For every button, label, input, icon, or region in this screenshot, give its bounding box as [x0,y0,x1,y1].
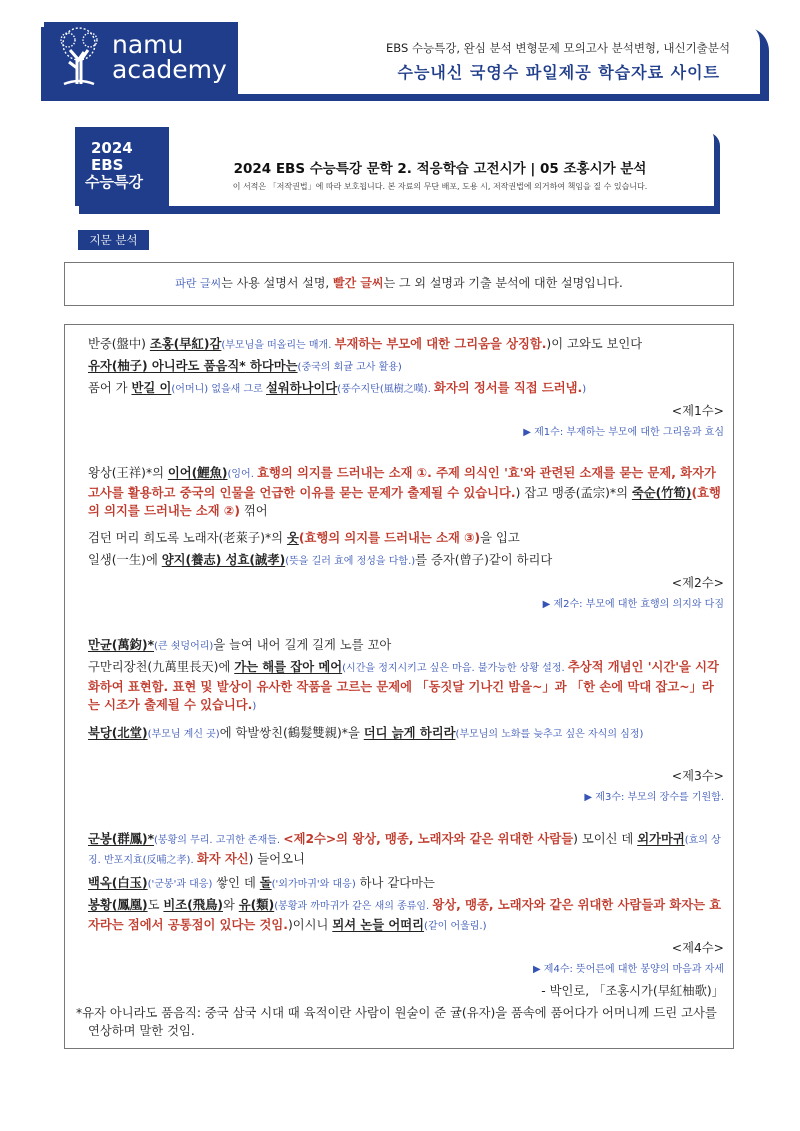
title-badge-text [75,140,169,191]
logo-line1: namu [112,30,184,59]
verse2-line3: 일생(一生)에 양지(養志) 성효(誠孝)(뜻을 길러 효에 정성을 다함.)를 증자(曾子)같이 하리다 [88,553,553,567]
verse4-summary: ▶ 제4수: 뜻어른에 대한 봉양의 마음과 자세 [532,964,724,975]
verse1-summary: ▶ 제1수: 부재하는 부모에 대한 그리움과 효심 [523,427,724,438]
verse3-line2: 구만리장천(九萬里長天)에 가는 해를 잡아 메어(시간을 정지시키고 싶은 마음. 불가능한 상황 설정. 추상적 개념인 '시간'을 시각화하여 표현함. 표현 및 발상이 유사한 작품을 고르는 문제에 「동짓달 기나긴 밤을~」과 「한 손에 막대 잡고~」라는 시조가 출제될 수 있습니다.) [88,660,719,712]
footnote: *유자 아니라도 품음직: 중국 삼국 시대 때 육적이란 사람이 원술이 준 귤(유자)을 품속에 품어다가 어머니께 드린 고사를 연상하며 말한 것임. [76,1006,717,1038]
logo-wordmark [112,32,227,82]
legend-notice [64,262,734,306]
verse3-summary: ▶ 제3수: 부모의 장수를 기원함. [584,792,724,803]
badge-series: 수능특강 [85,173,143,191]
verse4-line2: 백옥(白玉)('군봉'과 대응) 쌓인 데 돌('외가마귀'와 대응) 하나 같다마는 [88,876,435,890]
header-tagline2: 수능내신 국영수 파일제공 학습자료 사이트 [397,63,720,82]
copyright-notice: 이 서적은 「저작권법」에 따라 보호됩니다. 본 자료의 무단 배포, 도용 시, 저작권법에 의거하여 책임을 질 수 있습니다. [232,182,648,191]
legend-text1: 는 사용 설명서 설명, [221,276,334,290]
document-title: 2024 EBS 수능특강 문학 2. 적응학습 고전시가 | 05 조홍시가 분석 [233,161,647,177]
logo-line2: academy [112,55,227,84]
legend-blue: 파란 글씨 [175,277,222,290]
tree-logo-icon [50,24,108,86]
section-label: 지문 분석 [78,230,149,250]
legend-text2: 는 그 외 설명과 기출 분석에 대한 설명입니다. [383,276,623,290]
verse4-line1: 군봉(群鳳)*(봉황의 무리. 고귀한 존재들. <제2수>의 왕상, 맹종, 노래자와 같은 위대한 사람들) 모이신 데 외가마귀(효의 상징. 반포지효(反哺之孝). 화자 자신) 들어오니 [88,832,721,866]
verse4-line3: 봉황(鳳凰)도 비조(飛鳥)와 유(類)(봉황과 까마귀가 같은 새의 종류임. 왕상, 맹종, 노래자와 같은 위대한 사람들과 화자는 효자라는 점에서 공통점이 있다는 것임.)이시니 뫼셔 논들 어떠리(같이 어울림.) [88,898,722,932]
verse1-line1: 반중(盤中) 조홍(早紅)감(부모님을 떠올리는 매개. 부재하는 부모에 대한 그리움을 상징함.)이 고와도 보인다 [88,337,643,351]
verse3-line1: 만균(萬鈞)*(큰 쇳덩어리)을 늘여 내어 길게 길게 노를 꼬아 [88,638,392,652]
verse3-label: <제3수> [671,769,724,783]
header-banner [232,22,760,94]
verse2-label: <제2수> [671,576,724,590]
header-tagline1: EBS 수능특강, 완심 분석 변형문제 모의고사 분석변형, 내신기출분석 [386,41,730,55]
verse4-label: <제4수> [671,941,724,955]
badge-year: 2024 [91,139,133,157]
verse3-line3: 북당(北堂)(부모님 계신 곳)에 학발쌍친(鶴髮雙親)*을 더디 늙게 하리라(부모님의 노화를 늦추고 싶은 자식의 심정) [88,726,644,740]
verse1-line2: 유자(柚子) 아니라도 품음직* 하다마는(중국의 회귤 고사 활용) [88,359,402,373]
badge-ebs: EBS [91,156,124,174]
poem-source: - 박인로, 「조홍시가(早紅柚歌)」 [541,984,724,998]
verse2-line2: 검던 머리 희도록 노래자(老萊子)*의 옷(효행의 의지를 드러내는 소재 ③)을 입고 [88,531,520,545]
verse1-line3: 품어 가 반길 이(어머니) 없을새 그로 설워하나이다(풍수지탄(風樹之嘆). 화자의 정서를 직접 드러냄.) [88,381,587,395]
legend-red: 빨간 글씨 [333,276,384,290]
verse1-label: <제1수> [671,404,724,418]
verse2-summary: ▶ 제2수: 부모에 대한 효행의 의지와 다짐 [542,599,724,610]
verse2-line1: 왕상(王祥)*의 이어(鯉魚)(잉어. 효행의 의지를 드러내는 소재 ①. 주제 의식인 '효'와 관련된 소재를 묻는 문제, 화자가 고사를 활용하고 중국의 인물을 언급한 이유를 묻는 문제가 출제될 수 있습니다.) 잡고 맹종(孟宗)*의 죽순(竹筍)(효행의 의지를 드러내는 소재 ②) 꺾어 [88,466,721,518]
